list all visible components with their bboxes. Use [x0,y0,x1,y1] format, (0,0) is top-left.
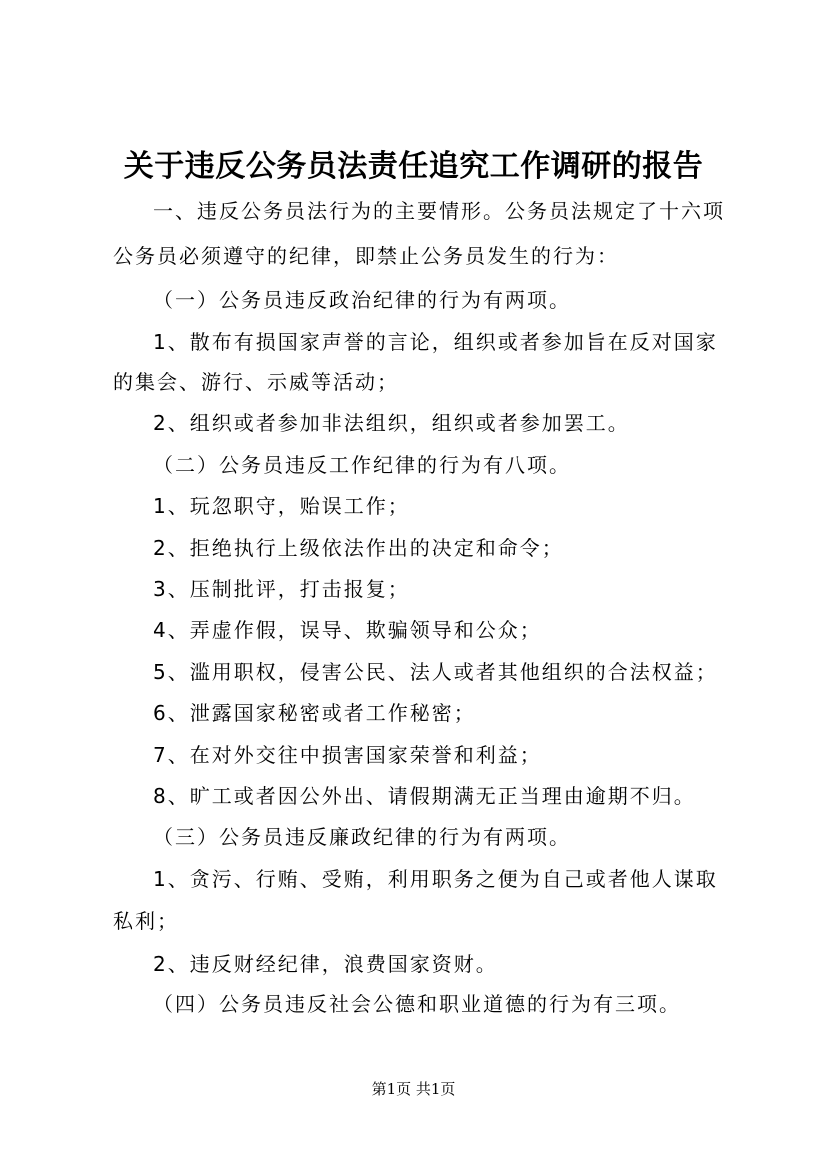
paragraph-line: 5、滥用职权，侵害公民、法人或者其他组织的合法权益； [153,660,718,684]
paragraph-line: 一、违反公务员法行为的主要情形。公务员法规定了十六项 [153,199,725,223]
paragraph-line: 2、违反财经纪律，浪费国家资财。 [153,952,498,976]
section-heading: （一）公务员违反政治纪律的行为有两项。 [153,288,571,312]
section-heading: （四）公务员违反社会公德和职业道德的行为有三项。 [153,992,681,1016]
paragraph-line: 1、贪污、行贿、受贿，利用职务之便为自己或者他人谋取 [153,867,718,891]
paragraph-line: 3、压制批评，打击报复； [153,577,410,601]
paragraph-line: 8、旷工或者因公外出、请假期满无正当理由逾期不归。 [153,784,696,808]
paragraph-line: 1、散布有损国家声誉的言论，组织或者参加旨在反对国家 [153,330,718,354]
paragraph-line: 的集会、游行、示威等活动； [113,370,399,394]
paragraph-line: 1、玩忽职守，贻误工作； [153,494,410,518]
paragraph-line: 私利； [113,909,179,933]
paragraph-line: 4、弄虚作假，误导、欺骗领导和公众； [153,618,542,642]
paragraph-line: 6、泄露国家秘密或者工作秘密； [153,701,476,725]
section-heading: （三）公务员违反廉政纪律的行为有两项。 [153,825,571,849]
page-footer: 第1页 共1页 [371,1080,456,1098]
paragraph-line: 2、拒绝执行上级依法作出的决定和命令； [153,536,564,560]
paragraph-line: 2、组织或者参加非法组织，组织或者参加罢工。 [153,411,630,435]
paragraph-line: 公务员必须遵守的纪律，即禁止公务员发生的行为： [113,244,619,268]
section-heading: （二）公务员违反工作纪律的行为有八项。 [153,453,571,477]
document-title: 关于违反公务员法责任追究工作调研的报告 [123,149,704,184]
paragraph-line: 7、在对外交往中损害国家荣誉和利益； [153,743,542,767]
